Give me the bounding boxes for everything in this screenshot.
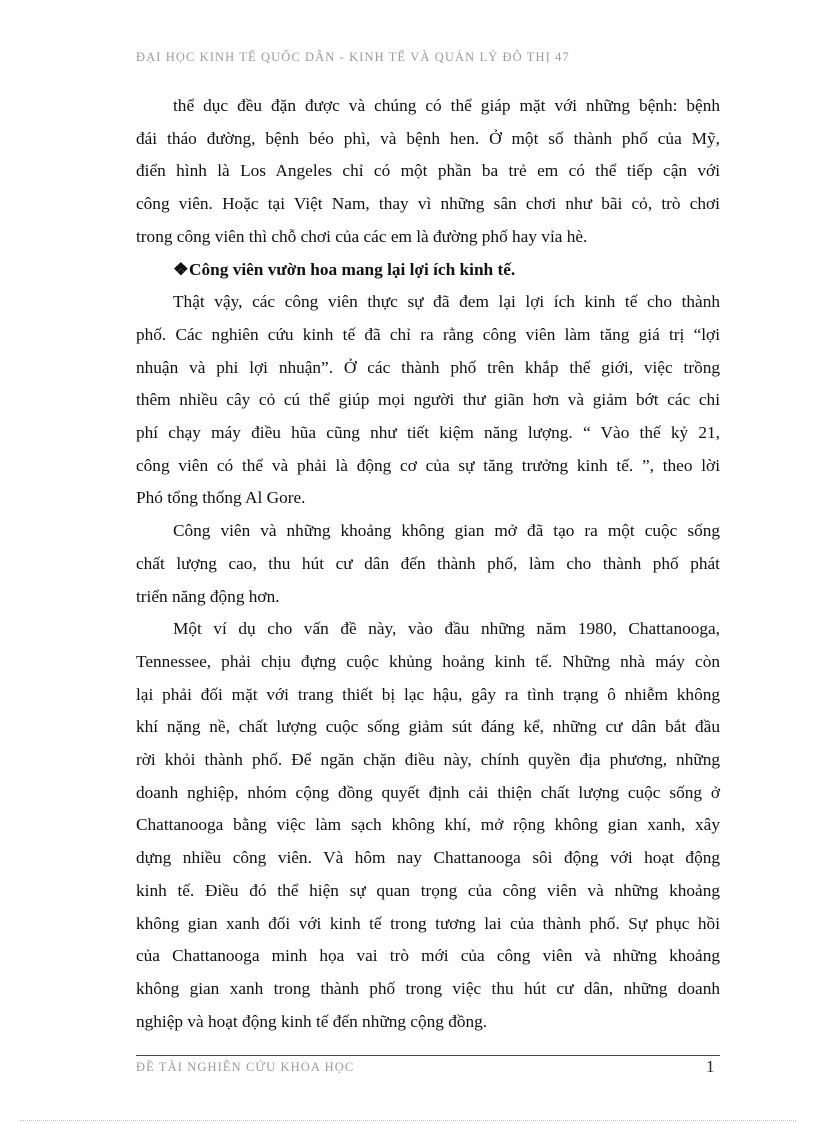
- text-line: trong công viên thì chỗ chơi của các em là đường phố hay vỉa hè.: [136, 226, 588, 246]
- text-line: doanh nghiệp, nhóm cộng đồng quyết định cải thiện chất lượng cuộc sống ở: [136, 782, 720, 802]
- section-heading-text: Công viên vườn hoa mang lại lợi ích kinh tế.: [189, 259, 516, 279]
- text-line: rời khỏi thành phố. Để ngăn chặn điều này, chính quyền địa phương, những: [136, 750, 720, 770]
- footer-divider: [136, 1055, 720, 1056]
- text-line: đái tháo đường, bệnh béo phì, và bệnh hen. Ở một số thành phố của Mỹ,: [136, 128, 720, 148]
- text-line: dựng nhiều công viên. Và hôm nay Chattanooga sôi động với hoạt động: [136, 848, 720, 868]
- text-line: công viên có thể và phải là động cơ của sự tăng trưởng kinh tế. ”, theo lời: [136, 455, 720, 475]
- text-line: nhuận và phi lợi nhuận”. Ở các thành phố trên khắp thế giới, việc trồng: [136, 357, 720, 377]
- paragraph-health-continuation: [136, 90, 720, 254]
- text-line: phí chạy máy điều hũa cũng như tiết kiệm năng lượng. “ Vào thế kỷ 21,: [136, 423, 720, 443]
- text-line: Thật vậy, các công viên thực sự đã đem lại lợi ích kinh tế cho thành: [173, 292, 720, 312]
- text-line: phố. Các nghiên cứu kinh tế đã chỉ ra rằng công viên làm tăng giá trị “lợi: [136, 324, 720, 344]
- text-line: điển hình là Los Angeles chỉ có một phần ba trẻ em có thể tiếp cận với: [136, 161, 720, 181]
- paragraph-economic-benefits: [136, 286, 720, 515]
- diamond-bullet-icon: ❖: [173, 259, 189, 279]
- text-line: của Chattanooga minh họa vai trò mới của công viên và những khoảng: [136, 946, 720, 966]
- running-header: ĐẠI HỌC KINH TẾ QUỐC DÂN - KINH TẾ VÀ QUẢN LÝ ĐÔ THỊ 47: [136, 50, 570, 64]
- text-line: Một ví dụ cho vấn đề này, vào đầu những năm 1980, Chattanooga,: [173, 619, 720, 639]
- text-line: lại phải đối mặt với trang thiết bị lạc hậu, gây ra tình trạng ô nhiễm không: [136, 684, 720, 704]
- text-line: không gian xanh đối với kinh tế trong tương lai của thành phố. Sự phục hồi: [136, 913, 720, 933]
- footer-title: ĐỀ TÀI NGHIÊN CỨU KHOA HỌC: [136, 1060, 355, 1074]
- document-body: [136, 90, 720, 1038]
- text-line: công viên. Hoặc tại Việt Nam, thay vì những sân chơi như bãi cỏ, trò chơi: [136, 194, 720, 214]
- section-heading: [136, 254, 720, 287]
- text-line: thể dục đều đặn được và chúng có thể giáp mặt với những bệnh: bệnh: [173, 96, 720, 115]
- text-line: chất lượng cao, thu hút cư dân đến thành phố, làm cho thành phố phát: [136, 553, 720, 573]
- text-line: không gian xanh trong thành phố trong việc thu hút cư dân, những doanh: [136, 978, 720, 998]
- page-number: 1: [706, 1057, 715, 1076]
- text-line: thêm nhiều cây cỏ cú thể giúp mọi người thư giãn hơn và giảm bớt các chi: [136, 390, 720, 410]
- text-line: triển năng động hơn.: [136, 586, 280, 606]
- text-line: nghiệp và hoạt động kinh tế đến những cộng đồng.: [136, 1011, 488, 1031]
- text-line: kinh tế. Điều đó thể hiện sự quan trọng của công viên và những khoảng: [136, 880, 720, 900]
- text-line: khí nặng nề, chất lượng cuộc sống giảm sút đáng kể, những cư dân bắt đầu: [136, 717, 720, 737]
- paragraph-open-spaces: [136, 515, 720, 613]
- page-bottom-dotted-border: [20, 1120, 796, 1121]
- paragraph-chattanooga-example: [136, 613, 720, 1038]
- text-line: Công viên và những khoảng không gian mở đã tạo ra một cuộc sống: [173, 521, 720, 541]
- text-line: Chattanooga bằng việc làm sạch không khí, mở rộng không gian xanh, xây: [136, 815, 720, 835]
- text-line: Tennessee, phải chịu đựng cuộc khủng hoảng kinh tế. Những nhà máy còn: [136, 651, 720, 671]
- text-line: Phó tổng thống Al Gore.: [136, 488, 306, 508]
